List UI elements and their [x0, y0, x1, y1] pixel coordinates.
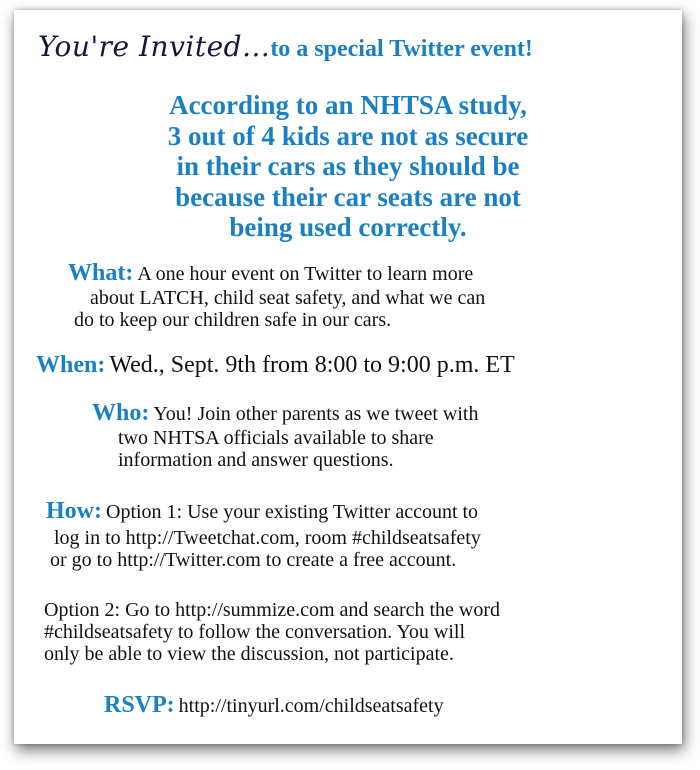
how-option1-line: or go to http://Twitter.com to create a free account. — [50, 549, 457, 571]
how-option2-line: only be able to view the discussion, not participate. — [44, 643, 454, 665]
rsvp-link[interactable]: http://tinyurl.com/childseatsafety — [178, 695, 444, 717]
how-section — [46, 498, 478, 525]
what-label: What: — [68, 260, 134, 286]
how-option1-line: Option 1: Use your existing Twitter account to — [106, 501, 479, 523]
invitation-card — [14, 10, 682, 744]
when-label: When: — [36, 352, 106, 378]
how-label: How: — [46, 498, 102, 524]
who-line: You! Join other parents as we tweet with — [153, 403, 479, 425]
who-line: information and answer questions. — [118, 449, 394, 471]
invite-heading — [38, 30, 533, 66]
headline-line: being used correctly. — [229, 212, 467, 242]
invite-rest-text: to a special Twitter event! — [270, 36, 533, 62]
headline-line: 3 out of 4 kids are not as secure — [167, 120, 529, 151]
what-line: do to keep our children safe in our cars. — [74, 309, 392, 331]
rsvp-label: RSVP: — [104, 692, 175, 718]
who-line: two NHTSA officials available to share — [118, 427, 434, 449]
headline-line: in their cars as they should be — [176, 151, 520, 181]
what-section — [68, 260, 473, 287]
headline-line: because their car seats are not — [175, 181, 521, 212]
what-line: A one hour event on Twitter to learn more — [137, 263, 474, 285]
how-option2-line: #childseatsafety to follow the conversation. You will — [44, 621, 466, 643]
how-option1-line: log in to http://Tweetchat.com, room #childseatsafety — [54, 527, 481, 549]
headline-line: According to an NHTSA study, — [169, 90, 527, 120]
who-label: Who: — [92, 400, 150, 426]
when-text: Wed., Sept. 9th from 8:00 to 9:00 p.m. ET — [109, 352, 515, 378]
invite-script-text: You're Invited... — [38, 30, 271, 63]
headline — [14, 90, 682, 243]
what-line: about LATCH, child seat safety, and what we can — [90, 287, 486, 309]
how-option2-line: Option 2: Go to http://summize.com and search the word — [44, 599, 501, 621]
rsvp-section — [104, 692, 444, 719]
when-section — [36, 352, 515, 379]
who-section — [92, 400, 478, 427]
